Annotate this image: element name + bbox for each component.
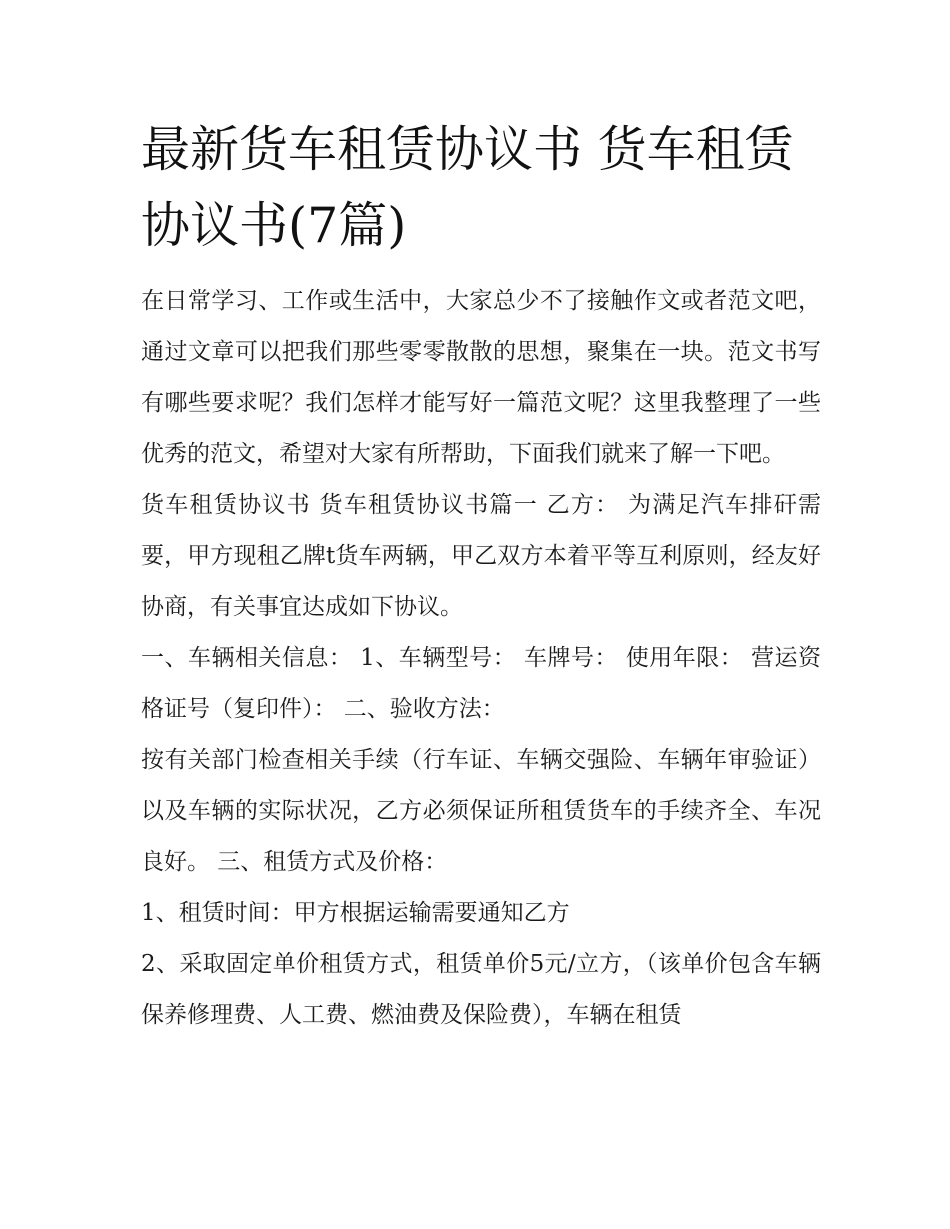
paragraph-rental-time: 1、租赁时间：甲方根据运输需要通知乙方 bbox=[141, 900, 570, 926]
paragraph-inspection: 按有关部门检查相关手续（行车证、车辆交强险、车辆年审验证）以及车辆的实际状况，乙方必须保证所租赁货车的手续齐全、车况良好。 三、租赁方式及价格： bbox=[141, 747, 821, 875]
document-title: 最新货车租赁协议书 货车租赁协议书(7篇) bbox=[141, 121, 794, 254]
paragraph-rental-price: 2、采取固定单价租赁方式，租赁单价5元/立方，（该单价包含车辆保养修理费、人工费、燃油费及保险费），车辆在租赁 bbox=[141, 951, 821, 1028]
document-body bbox=[141, 276, 821, 1041]
paragraph-vehicle-info: 一、车辆相关信息： 1、车辆型号： 车牌号： 使用年限： 营运资格证号（复印件）： 二、验收方法： bbox=[141, 645, 821, 722]
paragraph-intro: 在日常学习、工作或生活中，大家总少不了接触作文或者范文吧，通过文章可以把我们那些零零散散的思想，聚集在一块。范文书写有哪些要求呢？我们怎样才能写好一篇范文呢？这里我整理了一些优秀的范文，希望对大家有所帮助，下面我们就来了解一下吧。 bbox=[141, 288, 821, 467]
paragraph-agreement-opening: 货车租赁协议书 货车租赁协议书篇一 乙方： 为满足汽车排矸需要，甲方现租乙牌t货车两辆，甲乙双方本着平等互利原则，经友好协商，有关事宜达成如下协议。 bbox=[141, 492, 821, 620]
document-content bbox=[141, 112, 821, 1041]
